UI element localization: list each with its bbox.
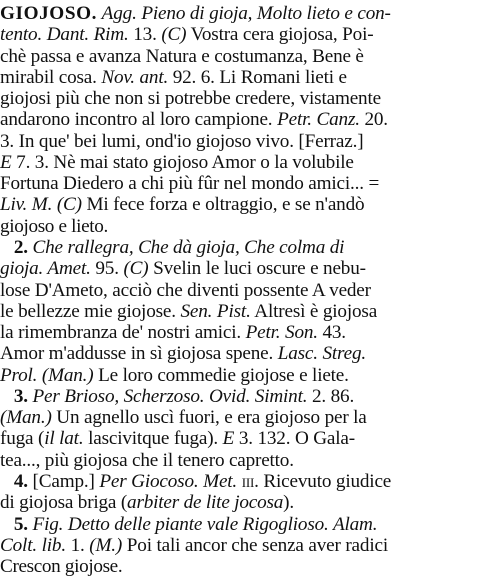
- entry-text-run: Amor m'addusse in sì giojosa spene.: [0, 343, 278, 365]
- entry-text-run: arbiter de lite jocosa: [127, 492, 284, 514]
- entry-text-run: Petr. Canz.: [277, 109, 360, 131]
- headword: GIOJOSO.: [0, 3, 98, 24]
- entry-text-run: . Ricevuto giudice: [254, 470, 392, 492]
- entry-text-run: 2. 86.: [307, 385, 355, 407]
- entry-text-run: giojosi più che non si potrebbe credere, vistamente: [0, 88, 381, 110]
- entry-text-run: [0, 471, 14, 492]
- entry-text-run: [0, 237, 14, 258]
- entry-line: [0, 554, 478, 579]
- entry-text-run: fuga (: [0, 428, 45, 450]
- entry-text-run: Fig. Detto delle piante vale Rigoglioso. Alam.: [32, 513, 378, 535]
- entry-text-run: 7. 3. Nè mai stato giojoso Amor o la volubile: [11, 151, 354, 173]
- entry-text-run: 3. 132. O Gala-: [234, 428, 355, 450]
- entry-text-run: Un agnello uscì fuori, e era giojoso per la: [51, 407, 367, 429]
- entry-text-run: [0, 386, 14, 407]
- entry-text-run: 3.: [13, 385, 28, 407]
- entry-text-run: giojoso e lieto.: [0, 215, 108, 237]
- entry-text-run: il lat.: [44, 428, 84, 450]
- entry-text-run: lose D'Ameto, acciò che diventi possente A veder: [0, 279, 371, 301]
- entry-text-run: Dant. Rim.: [46, 24, 129, 46]
- entry-text-run: tea..., più giojosa che il tenero capretto.: [0, 449, 294, 471]
- entry-text-run: di giojosa briga (: [0, 492, 128, 514]
- entry-text-run: Mi fece forza e oltraggio, e se n'andò: [81, 194, 365, 216]
- entry-text-run: 5.: [13, 513, 28, 535]
- entry-text-run: III: [241, 474, 255, 490]
- entry-text-run: 3. In que' bei lumi, ond'io giojoso vivo. [Ferraz.]: [0, 130, 364, 152]
- entry-text-run: [Camp.]: [27, 470, 100, 492]
- entry-text-run: Per Brioso, Scherzoso. Ovid. Simint.: [32, 385, 308, 407]
- entry-text-run: Prol. (Man.): [0, 364, 94, 386]
- entry-text-run: Sen. Pist.: [180, 300, 251, 322]
- entry-text-run: Poi tali ancor che senza aver radici: [122, 534, 388, 556]
- entry-text-run: 2.: [13, 237, 28, 258]
- entry-text-run: le bellezze mie giojose.: [0, 300, 181, 322]
- entry-text-run: 43.: [317, 322, 346, 343]
- entry-text-run: Agg.: [101, 3, 137, 24]
- entry-text-run: (M.): [89, 534, 123, 556]
- entry-text-run: Altresì è giojosa: [250, 300, 378, 322]
- entry-text-run: ).: [283, 492, 294, 514]
- entry-text-run: la rimembranza de' nostri amici.: [0, 322, 246, 343]
- entry-text-run: Liv. M.: [0, 194, 53, 216]
- entry-text-run: Pieno di gioja, Molto lieto e con-: [141, 3, 391, 24]
- entry-text-run: 95.: [90, 258, 124, 280]
- entry-text-run: (C): [56, 194, 82, 216]
- entry-text-run: Crescon giojose.: [0, 556, 123, 577]
- entry-text-run: 4.: [13, 470, 28, 492]
- entry-text-run: Svelin le luci oscure e nebu-: [148, 258, 366, 280]
- entry-text-run: chè passa e avanza Natura e costumanza, Bene è: [0, 45, 364, 67]
- entry-text-run: (Man.): [0, 407, 52, 429]
- entry-text-run: E: [0, 151, 12, 173]
- entry-text-run: Fortuna Diedero a chi più fûr nel mondo amici... =: [0, 173, 380, 195]
- entry-text-run: Colt. lib.: [0, 534, 66, 556]
- entry-text-run: Petr. Son.: [245, 322, 318, 343]
- entry-text-run: E: [222, 428, 235, 450]
- entry-text-run: lascivitque fuga).: [83, 428, 223, 450]
- entry-text-run: Lasc. Streg.: [277, 343, 366, 365]
- entry-text-run: Vostra cera giojosa, Poi-: [186, 24, 374, 46]
- entry-text-run: mirabil cosa.: [0, 66, 102, 88]
- entry-text-run: 20.: [359, 109, 388, 131]
- entry-text-run: tento.: [0, 24, 43, 46]
- entry-text-run: 13.: [128, 24, 162, 46]
- entry-text-run: Le loro commedie giojose e liete.: [93, 364, 349, 386]
- entry-text-run: Che rallegra, Che dà gioja, Che colma di: [32, 237, 345, 258]
- entry-text-run: (C): [123, 258, 149, 280]
- entry-text-run: andarono incontro al loro campione.: [0, 109, 278, 131]
- entry-text-run: [0, 514, 14, 535]
- entry-text-run: Per Giocoso. Met.: [99, 470, 238, 492]
- entry-text-run: (C): [161, 24, 187, 46]
- entry-text-run: gioja. Amet.: [0, 258, 91, 280]
- entry-text-run: Nov. ant.: [101, 66, 169, 88]
- entry-text-run: 92. 6. Li Romani lieti e: [168, 66, 347, 88]
- entry-text-run: 1.: [65, 534, 90, 556]
